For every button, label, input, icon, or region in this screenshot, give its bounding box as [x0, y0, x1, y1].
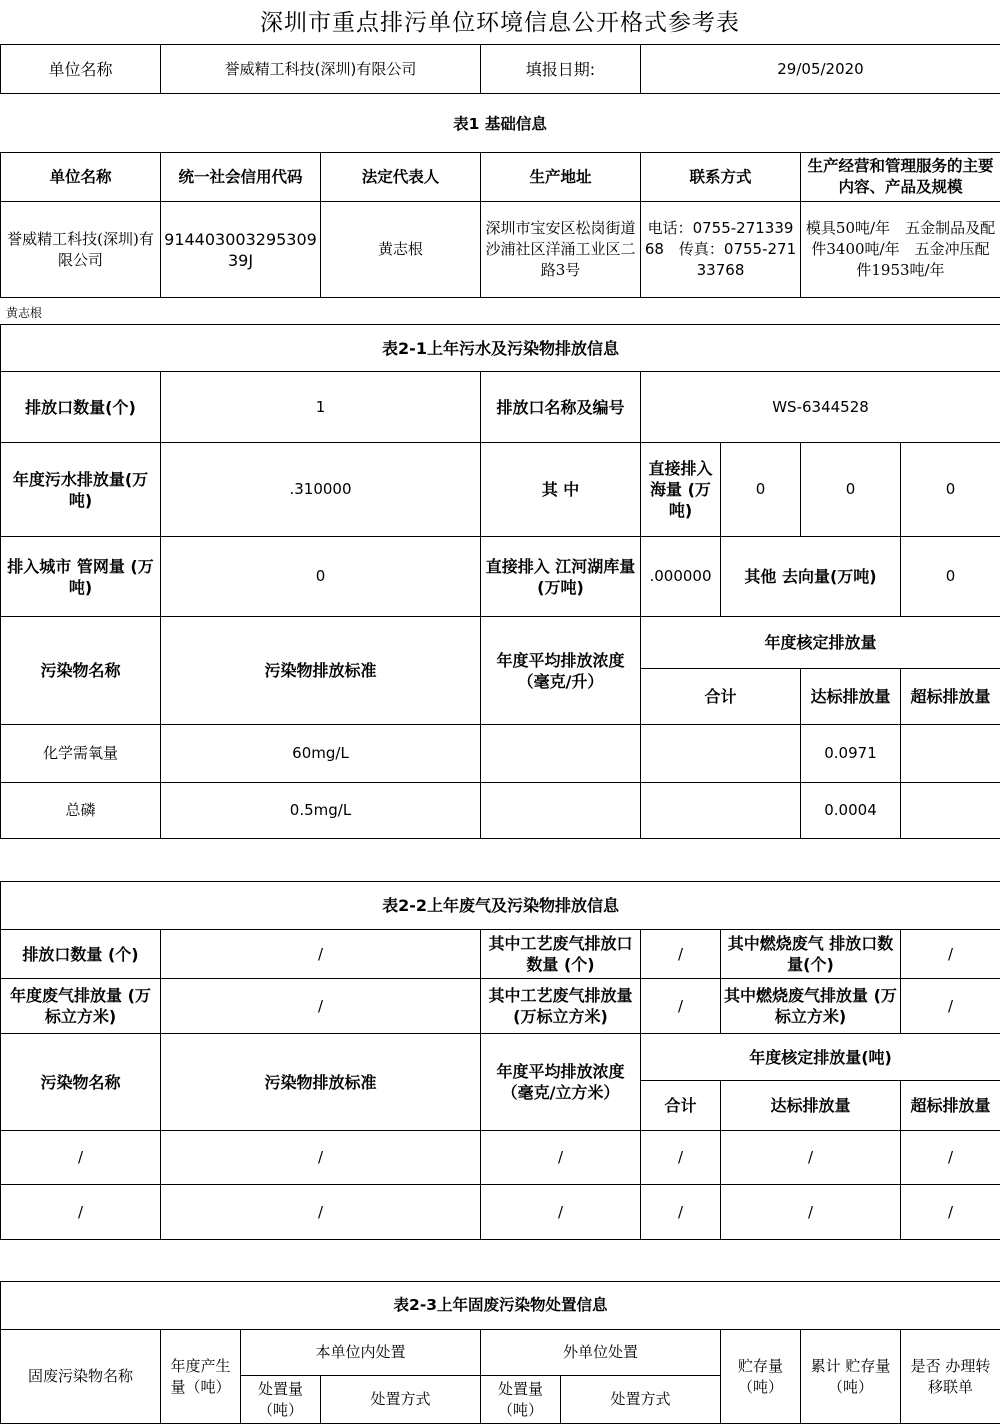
storage-label: 贮存量（吨） [721, 1330, 801, 1424]
credit-code-cell: 91440300329530939J [161, 202, 321, 298]
col-business: 生产经营和管理服务的主要内容、产品及规模 [801, 153, 1000, 202]
gas-pollutant-total: / [641, 1185, 721, 1240]
pollutant-exceed [901, 725, 1000, 783]
business-cell: 模具50吨/年 五金制品及配件3400吨/年 五金冲压配件1953吨/年 [801, 202, 1000, 298]
gas-pollutant-standard: / [161, 1131, 481, 1185]
table-row [1, 1185, 1000, 1240]
footnote: 黄志根 [6, 306, 43, 320]
date-value: 29/05/2020 [641, 45, 1000, 94]
other-value: 0 [901, 537, 1000, 617]
internal-disposal-label: 本单位内处置 [241, 1330, 481, 1376]
unit-name-label: 单位名称 [1, 45, 161, 94]
external-method-label: 处置方式 [561, 1376, 721, 1424]
annual-sewage-value: .310000 [161, 443, 481, 537]
internal-method-label: 处置方式 [321, 1376, 481, 1424]
outlet-count-label: 排放口数量(个) [1, 372, 161, 443]
compliant-label: 达标排放量 [801, 669, 901, 725]
direct-sea-value: 0 [801, 443, 901, 537]
gas-pollutant-name-label: 污染物名称 [1, 1034, 161, 1131]
table2-1-caption: 表2-1上年污水及污染物排放信息 [1, 325, 1000, 372]
outlet-name-label: 排放口名称及编号 [481, 372, 641, 443]
gas-outlet-count-label: 排放口数量 (个) [1, 930, 161, 979]
combustion-outlet-value: / [901, 930, 1000, 979]
exceed-label: 超标排放量 [901, 669, 1000, 725]
page-title: 深圳市重点排污单位环境信息公开格式参考表 [260, 10, 740, 36]
table2-2-caption: 表2-2上年废气及污染物排放信息 [1, 882, 1000, 930]
pollutant-compliant: 0.0971 [801, 725, 901, 783]
col-legal-rep: 法定代表人 [321, 153, 481, 202]
solid-waste-table [0, 1281, 1000, 1424]
process-outlet-value: / [641, 930, 721, 979]
process-outlet-label: 其中工艺废气排放口数量 (个) [481, 930, 641, 979]
table-row [1, 783, 1000, 839]
gas-avg-conc-label: 年度平均排放浓度（毫克/立方米） [481, 1034, 641, 1131]
pollutant-avg [481, 725, 641, 783]
pollutant-avg [481, 783, 641, 839]
other-label: 其他 去向量(万吨) [721, 537, 901, 617]
transfer-form-label: 是否 办理转移联单 [901, 1330, 1000, 1424]
pollutant-standard: 60mg/L [161, 725, 481, 783]
table1-caption: 表1 基础信息 [453, 115, 547, 133]
address-cell: 深圳市宝安区松岗街道沙浦社区洋涌工业区二路3号 [481, 202, 641, 298]
table-row [1, 725, 1000, 783]
gas-pollutant-exceed: / [901, 1131, 1000, 1185]
gas-pollutant-name: / [1, 1185, 161, 1240]
total-label: 合计 [641, 669, 801, 725]
avg-conc-label: 年度平均排放浓度（毫克/升） [481, 617, 641, 725]
waste-name-label: 固废污染物名称 [1, 1330, 161, 1424]
table2-3-caption: 表2-3上年固废污染物处置信息 [1, 1282, 1000, 1330]
basic-info-table [0, 152, 1000, 298]
sewage-table [0, 324, 1000, 839]
pollutant-total [641, 783, 801, 839]
river-label: 直接排入 江河湖库量 (万吨) [481, 537, 641, 617]
pollutant-name: 总磷 [1, 783, 161, 839]
unit-name-value: 誉威精工科技(深圳)有限公司 [161, 45, 481, 94]
unit-name-cell: 誉威精工科技(深圳)有限公司 [1, 202, 161, 298]
process-gas-label: 其中工艺废气排放量 (万标立方米) [481, 979, 641, 1034]
annual-gas-label: 年度废气排放量 (万标立方米) [1, 979, 161, 1034]
gas-pollutant-exceed: / [901, 1185, 1000, 1240]
exhaust-table [0, 881, 1000, 1240]
direct-sea-label: 直接排入海量 (万吨) [641, 443, 721, 537]
annual-gen-label: 年度产生量（吨） [161, 1330, 241, 1424]
gas-exceed-label: 超标排放量 [901, 1081, 1000, 1131]
combustion-outlet-label: 其中燃烧废气 排放口数量(个) [721, 930, 901, 979]
annual-gas-value: / [161, 979, 481, 1034]
combustion-gas-label: 其中燃烧废气排放量 (万标立方米) [721, 979, 901, 1034]
gas-pollutant-compliant: / [721, 1185, 901, 1240]
gas-annual-approved-label: 年度核定排放量(吨) [641, 1034, 1000, 1081]
external-qty-label: 处置量（吨） [481, 1376, 561, 1424]
gas-outlet-count-value: / [161, 930, 481, 979]
legal-rep-cell: 黄志根 [321, 202, 481, 298]
pollutant-total [641, 725, 801, 783]
annual-approved-label: 年度核定排放量 [641, 617, 1000, 669]
col-address: 生产地址 [481, 153, 641, 202]
internal-qty-label: 处置量（吨） [241, 1376, 321, 1424]
outlet-count-value: 1 [161, 372, 481, 443]
gas-standard-label: 污染物排放标准 [161, 1034, 481, 1131]
external-disposal-label: 外单位处置 [481, 1330, 721, 1376]
gas-pollutant-avg: / [481, 1131, 641, 1185]
gas-total-label: 合计 [641, 1081, 721, 1131]
combustion-gas-value: / [901, 979, 1000, 1034]
header-table [0, 44, 1000, 94]
pollutant-exceed [901, 783, 1000, 839]
among-label: 其 中 [481, 443, 641, 537]
pollutant-name: 化学需氧量 [1, 725, 161, 783]
city-pipe-label: 排入城市 管网量 (万吨) [1, 537, 161, 617]
col-credit-code: 统一社会信用代码 [161, 153, 321, 202]
city-pipe-value: 0 [161, 537, 481, 617]
river-value: .000000 [641, 537, 721, 617]
table-row [1, 1131, 1000, 1185]
direct-sea-value: 0 [901, 443, 1000, 537]
gas-pollutant-compliant: / [721, 1131, 901, 1185]
gas-pollutant-name: / [1, 1131, 161, 1185]
gas-pollutant-standard: / [161, 1185, 481, 1240]
standard-label: 污染物排放标准 [161, 617, 481, 725]
direct-sea-value: 0 [721, 443, 801, 537]
contact-cell: 电话：0755-27133968 传真：0755-27133768 [641, 202, 801, 298]
outlet-name-value: WS-6344528 [641, 372, 1000, 443]
date-label: 填报日期: [481, 45, 641, 94]
gas-compliant-label: 达标排放量 [721, 1081, 901, 1131]
process-gas-value: / [641, 979, 721, 1034]
pollutant-standard: 0.5mg/L [161, 783, 481, 839]
gas-pollutant-total: / [641, 1131, 721, 1185]
pollutant-name-label: 污染物名称 [1, 617, 161, 725]
gas-pollutant-avg: / [481, 1185, 641, 1240]
col-unit-name: 单位名称 [1, 153, 161, 202]
pollutant-compliant: 0.0004 [801, 783, 901, 839]
annual-sewage-label: 年度污水排放量(万吨) [1, 443, 161, 537]
cumulative-storage-label: 累计 贮存量（吨） [801, 1330, 901, 1424]
col-contact: 联系方式 [641, 153, 801, 202]
